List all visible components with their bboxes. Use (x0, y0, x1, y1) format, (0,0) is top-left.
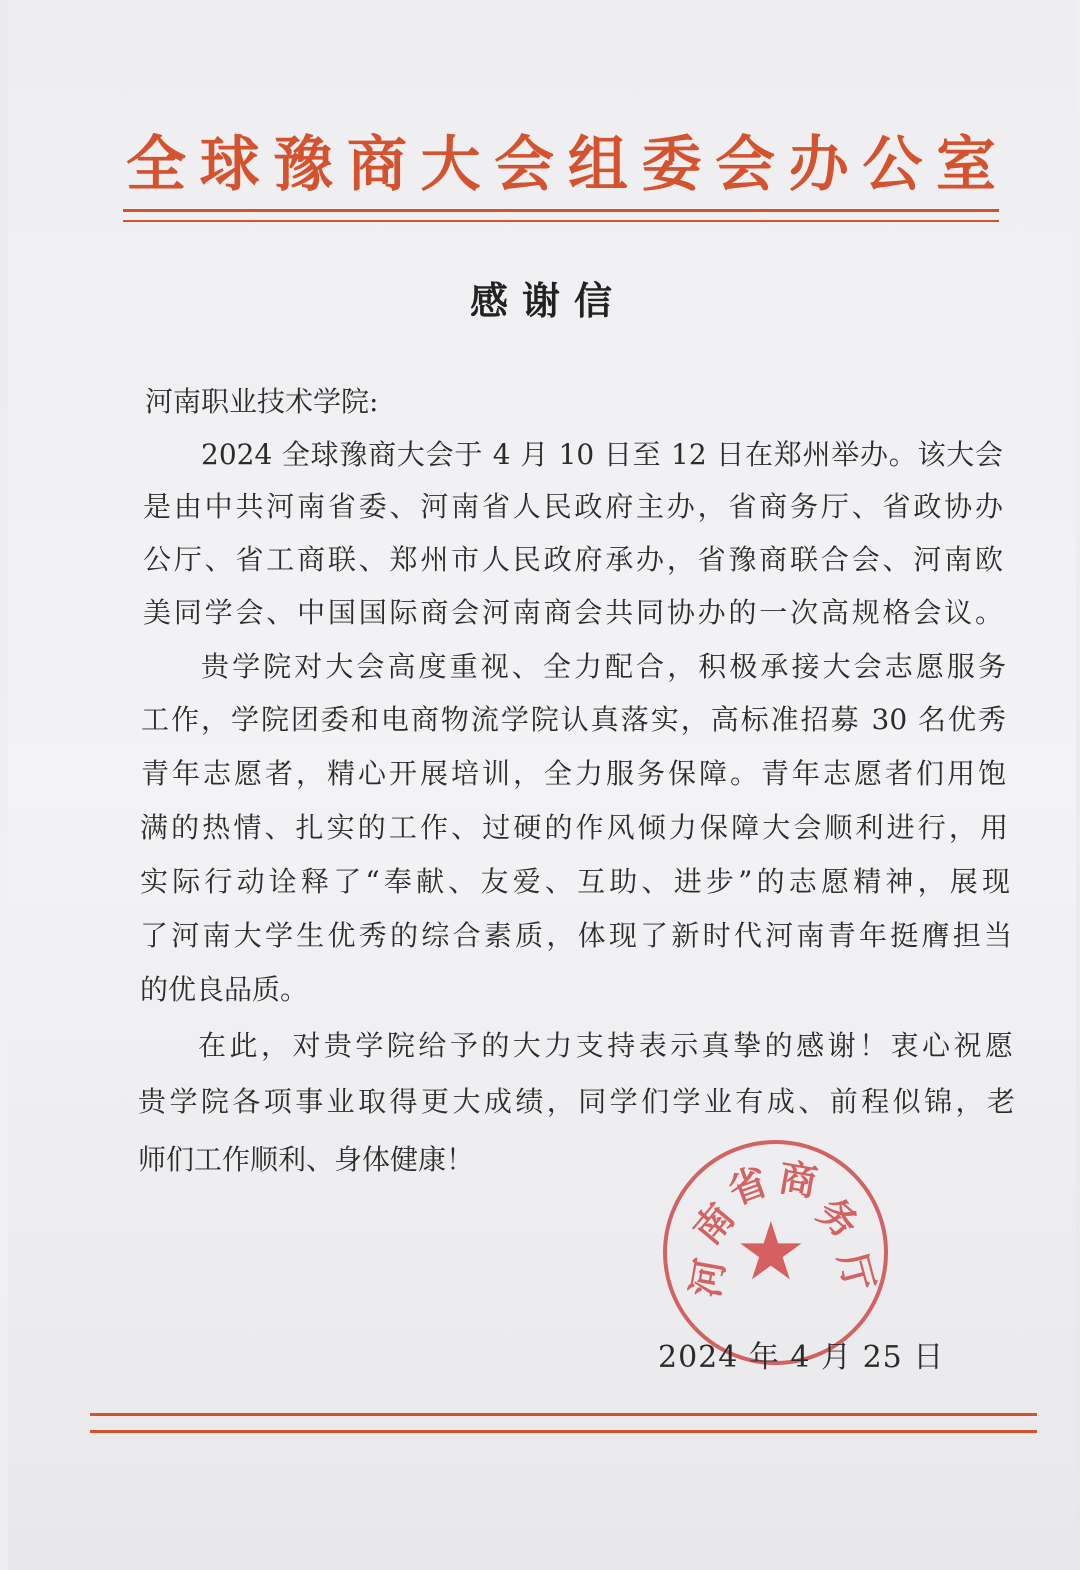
official-seal: 河 南 省 商 务 厅 ★ (663, 1140, 888, 1365)
body-line: 了河南大学生优秀的综合素质，体现了新时代河南青年挺膺担当 (140, 919, 1012, 952)
body-line: 贵学院各项事业取得更大成绩，同学们学业有成、前程似锦，老 (138, 1085, 1015, 1118)
footer-rule-top (90, 1413, 1037, 1416)
footer-rule-bottom (90, 1430, 1037, 1433)
body-line: 青年志愿者，精心开展培训，全力服务保障。青年志愿者们用饱 (141, 757, 1006, 790)
body-line: 师们工作顺利、身体健康！ (138, 1143, 475, 1176)
body-line: 美同学会、中国国际商会河南商会共同协办的一次高规格会议。 (143, 596, 1003, 629)
body-line: 公厅、省工商联、郑州市人民政府承办，省豫商联合会、河南欧 (143, 543, 1003, 576)
letter-date: 2024 年 4 月 25 日 (658, 1340, 945, 1375)
star-icon: ★ (735, 1205, 807, 1298)
body-line: 实际行动诠释了“奉献、友爱、互助、进步”的志愿精神，展现 (140, 865, 1010, 898)
body-line: 贵学院对大会高度重视、全力配合，积极承接大会志愿服务 (201, 650, 1006, 683)
body-line: 满的热情、扎实的工作、过硬的作风倾力保障大会顺利进行，用 (140, 811, 1008, 844)
letterhead-rule-bottom (123, 220, 999, 222)
body-line: 2024 全球豫商大会于 4 月 10 日至 12 日在郑州举办。该大会 (201, 438, 1003, 471)
body-line: 的优良品质。 (140, 973, 309, 1006)
body-line: 在此，对贵学院给予的大力支持表示真挚的感谢！衷心祝愿 (198, 1029, 1013, 1062)
letterhead-rule-top (123, 209, 999, 212)
body-line: 工作，学院团委和电商物流学院认真落实，高标准招募 30 名优秀 (141, 703, 1006, 736)
letterhead-title: 全球豫商大会组委会办公室 (126, 130, 998, 200)
body-line: 是由中共河南省委、河南省人民政府主办，省商务厅、省政协办 (143, 490, 1003, 523)
letter-title: 感谢信 (469, 278, 626, 323)
document-page (8, 0, 1076, 1570)
salutation: 河南职业技术学院: (145, 385, 379, 418)
